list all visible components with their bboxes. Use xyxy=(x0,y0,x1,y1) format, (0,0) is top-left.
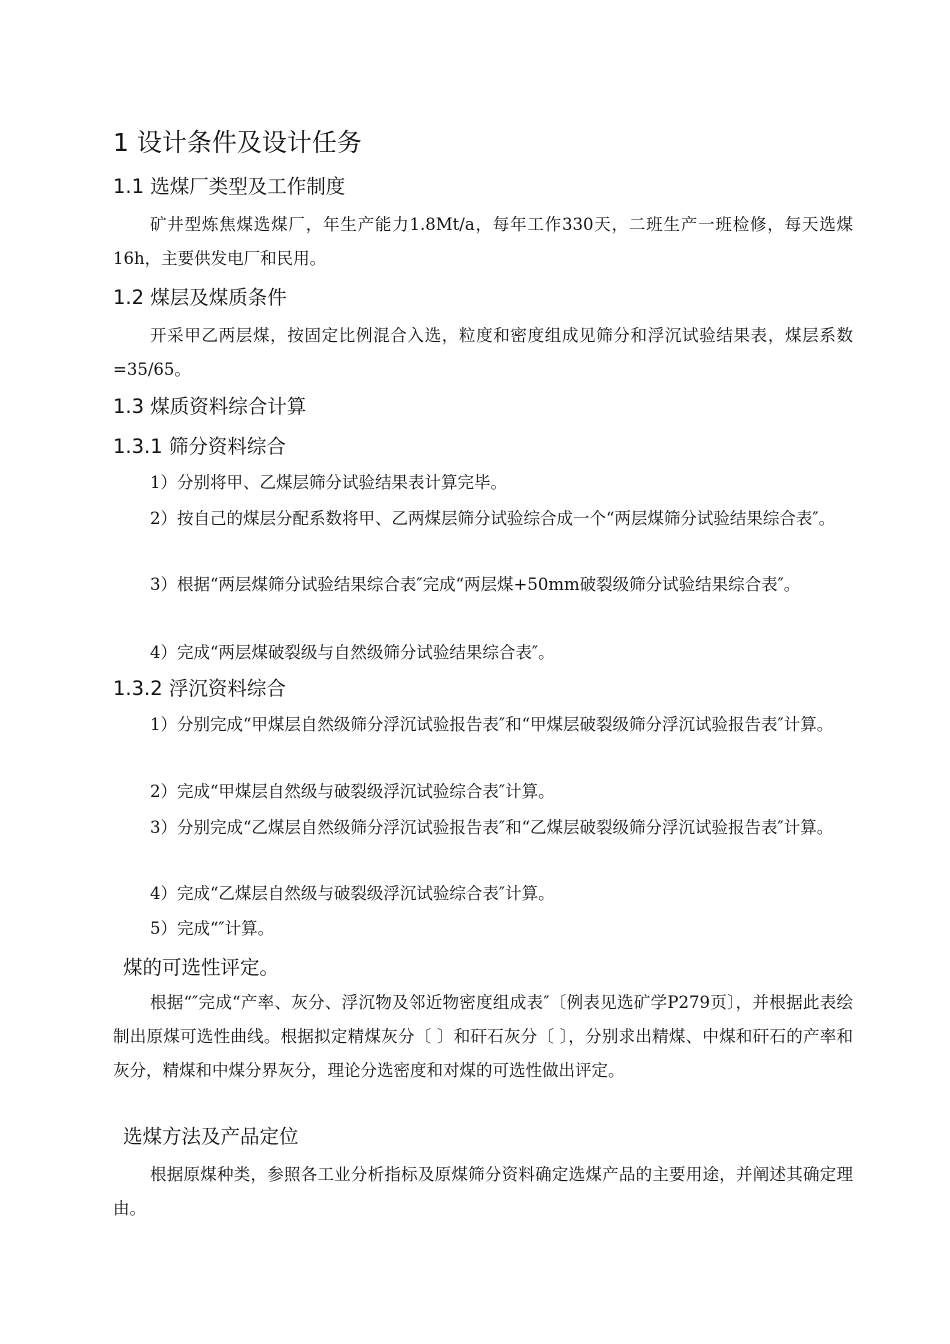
list-item: 3）分别完成“乙煤层自然级筛分浮沉试验报告表″和“乙煤层破裂级筛分浮沉试验报告表″计算。 xyxy=(150,818,834,837)
list-item: 1）分别将甲、乙煤层筛分试验结果表计算完毕。 xyxy=(150,473,507,492)
section-heading-1-1: 1.1 选煤厂类型及工作制度 xyxy=(113,175,346,198)
method-paragraph: 根据原煤种类，参照各工业分析指标及原煤筛分资料确定选煤产品的主要用途，并阐述其确定理由。 xyxy=(113,1165,853,1218)
list-item: 3）根据“两层煤筛分试验结果综合表″完成“两层煤+50mm破裂级筛分试验结果综合表″。 xyxy=(150,575,801,594)
list-item: 2）按自己的煤层分配系数将甲、乙两煤层筛分试验综合成一个“两层煤筛分试验结果综合表″。 xyxy=(150,509,836,528)
list-item: 4）完成“乙煤层自然级与破裂级浮沉试验综合表″计算。 xyxy=(150,884,555,903)
section-1-2-paragraph: 开采甲乙两层煤，按固定比例混合入选，粒度和密度组成见筛分和浮沉试验结果表，煤层系数=35/65。 xyxy=(113,326,853,379)
list-item: 1）分别完成“甲煤层自然级筛分浮沉试验报告表″和“甲煤层破裂级筛分浮沉试验报告表″计算。 xyxy=(150,715,834,734)
list-item: 5）完成“″计算。 xyxy=(150,919,275,938)
section-heading-1-3: 1.3 煤质资料综合计算 xyxy=(113,395,307,418)
list-item: 4）完成“两层煤破裂级与自然级筛分试验结果综合表″。 xyxy=(150,643,555,662)
section-1-1-paragraph: 矿井型炼焦煤选煤厂，年生产能力1.8Mt/a，每年工作330天，二班生产一班检修，每天选煤16h，主要供发电厂和民用。 xyxy=(113,215,853,268)
section-heading-1-3-2: 1.3.2 浮沉资料综合 xyxy=(113,677,286,700)
section-heading-1-3-1: 1.3.1 筛分资料综合 xyxy=(113,435,286,458)
section-heading-1-2: 1.2 煤层及煤质条件 xyxy=(113,286,287,309)
section-heading-evaluation: 煤的可选性评定。 xyxy=(123,956,280,979)
chapter-heading: 1 设计条件及设计任务 xyxy=(113,128,362,157)
evaluation-paragraph: 根据“″完成“产率、灰分、浮沉物及邻近物密度组成表″〔例表见选矿学P279页〕，并根据此表绘制出原煤可选性曲线。根据拟定精煤灰分〔 〕和矸石灰分〔 〕，分别求出精煤、中煤和矸石的产率和灰分，精煤和中煤分界灰分，理论分选密度和对煤的可选性做出评定。 xyxy=(113,993,853,1080)
section-heading-method: 选煤方法及产品定位 xyxy=(123,1125,299,1148)
list-item: 2）完成“甲煤层自然级与破裂级浮沉试验综合表″计算。 xyxy=(150,782,555,801)
